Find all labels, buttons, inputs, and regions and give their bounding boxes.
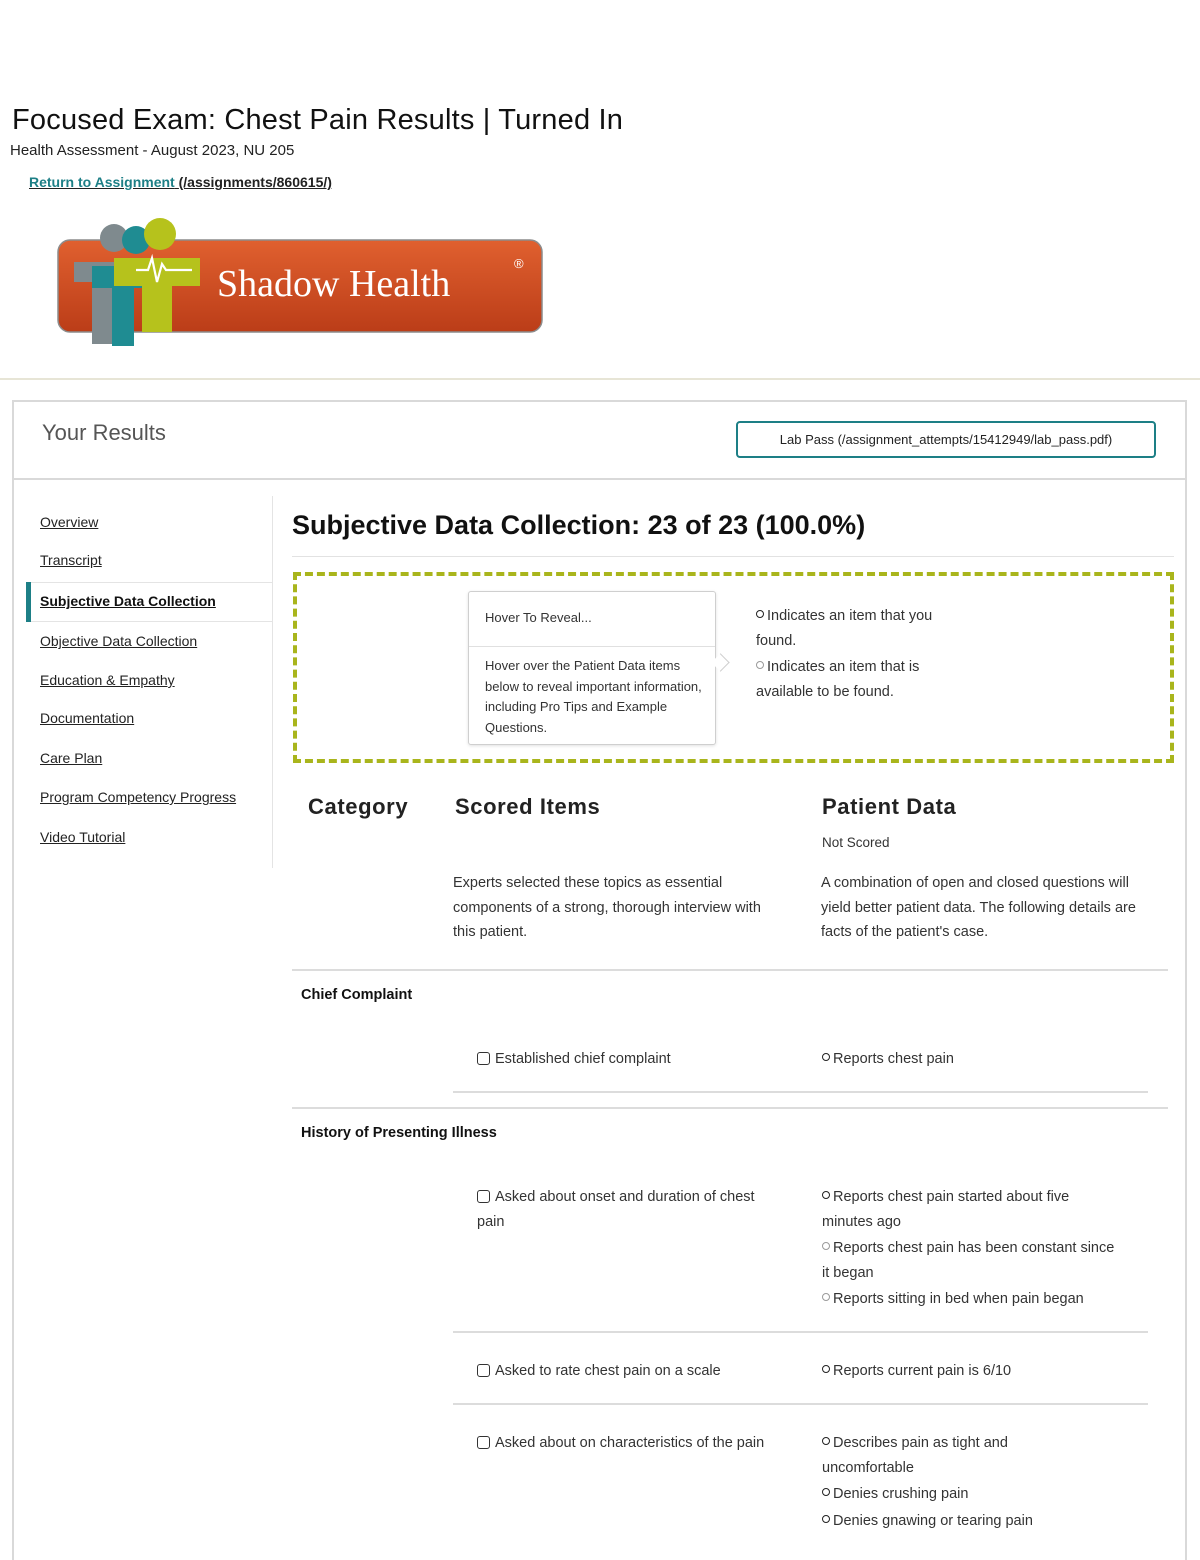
scored-items-description: Experts selected these topics as essential components of a strong, thorough interview with this patient. [453,875,761,940]
patient-data-description: A combination of open and closed questions will yield better patient data. The following details are facts of the patient's case. [821,875,1136,940]
tooltip-title: Hover To Reveal... [485,610,592,625]
column-header-category: Category [308,794,409,819]
nav-item-video-tutorial[interactable]: Video Tutorial [40,829,126,845]
table-divider [292,1107,1168,1109]
patient-data-list [822,1185,1118,1314]
header-divider [0,378,1200,380]
patient-data-item[interactable] [822,1236,1118,1285]
patient-data-item[interactable] [822,1509,1052,1534]
item-divider [453,1331,1148,1333]
nav-item-subjective-data-collection[interactable]: Subjective Data Collection [40,593,216,609]
nav-item-education-empathy[interactable]: Education & Empathy [40,672,175,688]
nav-item-documentation[interactable]: Documentation [40,710,135,726]
patient-data-text: Denies gnawing or tearing pain [833,1512,1033,1529]
scored-item-label: Asked to rate chest pain on a scale [495,1363,721,1379]
logo-registered: ® [514,256,524,271]
legend-available [756,655,936,704]
patient-data-item[interactable] [822,1185,1118,1234]
shadow-health-logo [52,218,552,353]
patient-data-item[interactable] [822,1431,1052,1480]
column-header-patient-data: Patient Data [822,794,957,819]
legend-available-text: Indicates an item that is available to be found. [756,659,920,700]
patient-data-item[interactable] [822,1359,1122,1384]
patient-data-text: Reports chest pain started about five minutes ago [822,1189,1070,1230]
results-sidebar [26,496,273,868]
patient-data-text: Describes pain as tight and uncomfortable [822,1435,1008,1476]
column-header-scored-items: Scored Items [455,794,601,819]
return-link-label: Return to Assignment [29,174,175,190]
available-dot-icon [756,661,764,669]
item-divider [453,1403,1148,1405]
section-divider [292,556,1174,557]
found-dot-icon [822,1488,830,1496]
legend-found [756,604,936,653]
patient-data-text: Reports sitting in bed when pain began [833,1291,1084,1307]
category-chief-complaint: Chief Complaint [301,987,413,1003]
available-dot-icon [822,1293,830,1301]
table-divider [292,969,1168,971]
scored-item [477,1431,767,1456]
nav-item-program-competency-progress[interactable]: Program Competency Progress [40,789,237,805]
logo-graphic [52,218,552,353]
nav-item-care-plan[interactable]: Care Plan [40,750,103,766]
patient-data-text: Denies crushing pain [833,1486,969,1502]
results-title: Your Results [42,420,166,445]
scored-item-label: Established chief complaint [495,1051,671,1067]
scored-item-label: Asked about on characteristics of the pain [495,1435,765,1451]
tooltip-divider [469,646,715,647]
patient-data-list [822,1359,1122,1386]
return-to-assignment-link[interactable] [29,174,332,190]
category-history-presenting-illness: History of Presenting Illness [301,1125,497,1141]
patient-data-item[interactable] [822,1287,1118,1312]
logo-text: Shadow Health [217,263,451,305]
found-dot-icon [756,610,764,618]
scored-item-label: Asked about onset and duration of chest pain [477,1189,755,1230]
tooltip-body: Hover over the Patient Data items below to reveal important information, including Pro Tips and Example Questions. [485,658,702,735]
nav-item-transcript[interactable]: Transcript [40,552,102,568]
scored-item [477,1185,757,1234]
nav-item-overview[interactable]: Overview [40,514,99,530]
legend-found-text: Indicates an item that you found. [756,608,933,649]
found-dot-icon [822,1053,830,1061]
item-divider [453,1091,1148,1093]
section-heading: Subjective Data Collection: 23 of 23 (100.0%) [292,510,866,540]
checkbox-icon [477,1436,490,1449]
patient-data-list [822,1047,1122,1074]
legend-box [293,572,1174,763]
scored-item [477,1047,767,1072]
found-dot-icon [822,1515,830,1523]
return-link-url: (/assignments/860615/) [178,174,332,190]
lab-pass-button[interactable]: Lab Pass (/assignment_attempts/15412949/lab_pass.pdf) [736,421,1156,458]
nav-active-indicator [26,582,31,622]
patient-data-item[interactable] [822,1047,1122,1072]
not-scored-label: Not Scored [822,835,890,850]
checkbox-icon [477,1190,490,1203]
patient-data-text: Reports chest pain has been constant since it began [822,1240,1115,1281]
found-dot-icon [822,1191,830,1199]
results-divider [14,478,1186,480]
patient-data-list [822,1431,1052,1535]
scored-item [477,1359,767,1384]
found-dot-icon [822,1437,830,1445]
available-dot-icon [822,1242,830,1250]
hover-tooltip-card[interactable] [468,591,716,745]
checkbox-icon [477,1364,490,1377]
checkbox-icon [477,1052,490,1065]
page-title: Focused Exam: Chest Pain Results | Turned In [12,104,624,136]
patient-data-text: Reports current pain is 6/10 [833,1363,1012,1379]
patient-data-item[interactable] [822,1482,1052,1507]
course-subtitle: Health Assessment - August 2023, NU 205 [10,142,295,159]
found-dot-icon [822,1365,830,1373]
patient-data-text: Reports chest pain [833,1051,954,1067]
nav-item-objective-data-collection[interactable]: Objective Data Collection [40,633,198,649]
